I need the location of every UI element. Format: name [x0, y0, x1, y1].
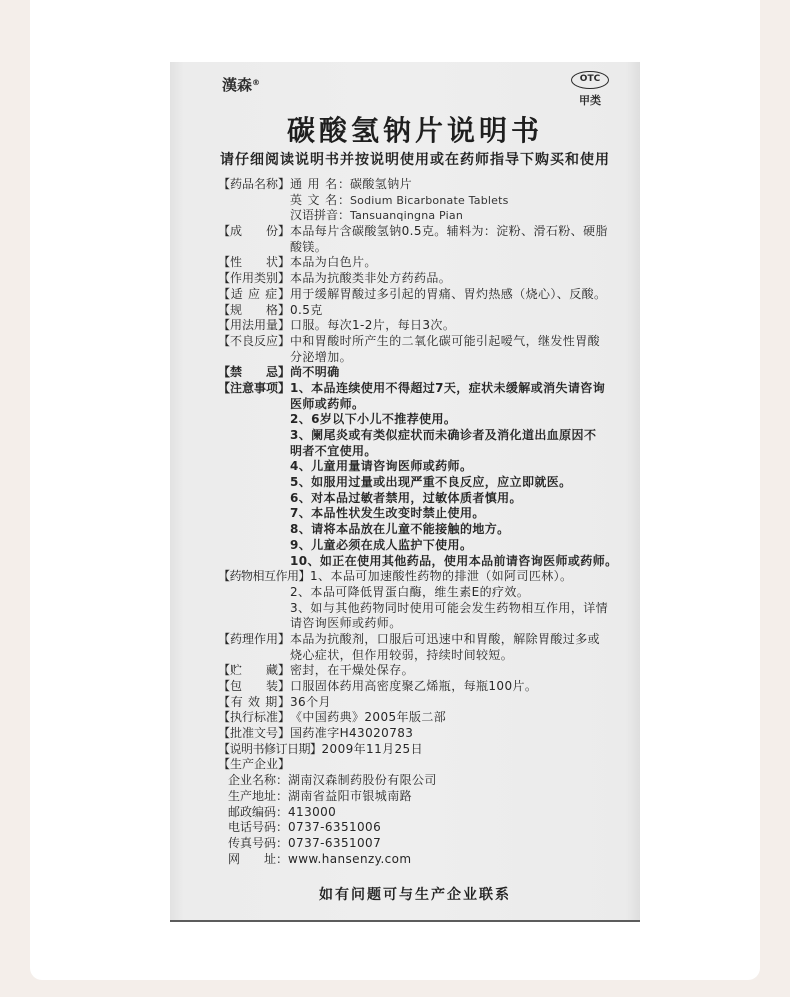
indications-row: [218, 287, 628, 303]
strength-row: [218, 303, 628, 319]
interaction-item: 1、本品可加速酸性药物的排泄（如阿司匹林）。: [310, 569, 573, 584]
standard-text: 《中国药典》2005年版二部: [290, 710, 447, 725]
address-key: 生产地址：: [228, 788, 289, 803]
section-label-packaging: 【包 装】: [218, 679, 291, 693]
pinyin-name-key: 汉语拼音：: [290, 208, 351, 223]
precaution-item: 10、如正在使用其他药品，使用本品前请咨询医师或药师。: [290, 553, 618, 568]
generic-name-key: 通 用 名：: [290, 177, 350, 191]
english-name-row: [218, 193, 628, 209]
adverse-reactions-text: 中和胃酸时所产生的二氧化碳可能引起嗳气，继发性胃酸: [290, 333, 601, 348]
interactions-row-cont: [218, 616, 628, 632]
english-name-key: 英 文 名：: [290, 192, 350, 207]
approval-number-text: 国药准字H43020783: [290, 726, 414, 741]
revision-date-row: [218, 742, 628, 758]
pinyin-name-value: Tansuanqingna Pian: [350, 209, 463, 223]
standard-row: [218, 710, 628, 726]
precaution-item: 8、请将本品放在儿童不能接触的地方。: [290, 522, 510, 537]
manufacturer-row: [218, 757, 628, 773]
precaution-item: 7、本品性状发生改变时禁止使用。: [290, 506, 485, 521]
otc-badge: [571, 71, 609, 89]
precaution-item: 医师或药师。: [290, 396, 365, 411]
generic-name-value: 碳酸氢钠片: [350, 177, 413, 191]
precautions-row-cont: [218, 412, 628, 428]
precaution-item: 6、对本品过敏者禁用，过敏体质者慎用。: [290, 490, 522, 505]
phone-value: 0737-6351006: [288, 820, 382, 835]
precaution-item: 3、阑尾炎或有类似症状而未确诊者及消化道出血原因不: [290, 428, 597, 442]
section-label-contraindications: 【禁 忌】: [218, 365, 291, 380]
description-row: [218, 255, 628, 271]
precaution-item: 明者不宜使用。: [290, 443, 377, 458]
packaging-row: [218, 679, 628, 695]
adverse-reactions-text: 分泌增加。: [290, 349, 353, 364]
manufacturer-postcode-row: [218, 805, 628, 821]
interactions-row-cont: [218, 585, 628, 601]
section-label-manufacturer: 【生产企业】: [218, 757, 291, 772]
company-value: 湖南汉森制药股份有限公司: [288, 773, 437, 788]
section-label-category: 【作用类别】: [218, 271, 291, 286]
precautions-row-cont: [218, 491, 628, 507]
pinyin-name-row: [218, 208, 628, 224]
manufacturer-company-row: [218, 773, 628, 789]
section-label-adverse-reactions: 【不良反应】: [218, 333, 291, 348]
precautions-row: [218, 381, 628, 397]
interaction-item: 3、如与其他药物同时使用可能会发生药物相互作用，详情: [290, 600, 609, 615]
shelf-life-row: [218, 695, 628, 711]
section-label-approval-number: 【批准文号】: [218, 726, 291, 741]
registered-mark: ®: [252, 78, 261, 87]
manufacturer-website-row: [218, 852, 628, 868]
ingredients-text: 本品每片含碳酸氢钠0.5克。辅料为：淀粉、滑石粉、硬脂: [290, 224, 608, 239]
document-subtitle: 请仔细阅读说明书并按说明使用或在药师指导下购买和使用: [220, 152, 610, 168]
dosage-text: 口服。每次1-2片，每日3次。: [290, 318, 456, 333]
fax-key: 传真号码：: [228, 835, 289, 850]
section-label-strength: 【规 格】: [218, 302, 291, 317]
ingredients-text: 酸镁。: [290, 239, 328, 254]
otc-badge-text: OTC: [579, 74, 601, 84]
ingredients-row: [218, 224, 628, 240]
revision-date-text: 2009年11月25日: [321, 741, 423, 756]
section-label-pharmacology: 【药理作用】: [218, 631, 291, 646]
interaction-item: 请咨询医师或药师。: [290, 616, 402, 631]
section-label-shelf-life: 【有 效 期】: [218, 694, 290, 709]
precautions-row-cont: [218, 506, 628, 522]
precautions-row-cont: [218, 554, 628, 570]
section-label-storage: 【贮 藏】: [218, 663, 291, 678]
contraindications-text: 尚不明确: [290, 365, 340, 380]
precaution-item: 2、6岁以下小儿不推荐使用。: [290, 412, 457, 427]
interactions-row: [218, 569, 628, 585]
drug-name-row: [218, 177, 628, 193]
contraindications-row: [218, 365, 628, 381]
precautions-row-cont: [218, 428, 628, 444]
category-text: 本品为抗酸类非处方药药品。: [290, 271, 452, 286]
brand-logo: [222, 75, 260, 95]
postcode-key: 邮政编码：: [228, 804, 289, 819]
precaution-item: 4、儿童用量请咨询医师或药师。: [290, 459, 473, 474]
pharmacology-row-cont: [218, 648, 628, 664]
precautions-row-cont: [218, 397, 628, 413]
section-label-revision-date: 【说明书修订日期】: [218, 741, 322, 756]
address-value: 湖南省益阳市银城南路: [288, 788, 413, 803]
section-label-standard: 【执行标准】: [218, 710, 291, 725]
category-row: [218, 271, 628, 287]
precautions-row-cont: [218, 444, 628, 460]
manufacturer-phone-row: [218, 820, 628, 836]
dosage-row: [218, 318, 628, 334]
phone-key: 电话号码：: [228, 820, 289, 835]
manufacturer-fax-row: [218, 836, 628, 852]
adverse-reactions-row: [218, 334, 628, 350]
insert-body: [218, 177, 628, 867]
english-name-value: Sodium Bicarbonate Tablets: [350, 193, 509, 207]
section-label-indications: 【适 应 症】: [218, 286, 290, 301]
section-label-interactions: 【药物相互作用】: [218, 569, 311, 584]
pharmacology-text: 本品为抗酸剂，口服后可迅速中和胃酸，解除胃酸过多或: [290, 631, 601, 646]
shelf-life-text: 36个月: [290, 694, 331, 709]
postcode-value: 413000: [288, 804, 337, 819]
precaution-item: 5、如服用过量或出现严重不良反应，应立即就医。: [290, 475, 572, 490]
interactions-row-cont: [218, 601, 628, 617]
section-label-precautions: 【注意事项】: [218, 380, 291, 395]
package-insert-image: [170, 62, 640, 922]
manufacturer-address-row: [218, 789, 628, 805]
packaging-text: 口服固体药用高密度聚乙烯瓶，每瓶100片。: [290, 679, 538, 693]
document-title: 碳酸氢钠片说明书: [286, 114, 543, 147]
section-label-ingredients: 【成 份】: [218, 224, 291, 239]
pharmacology-text: 烧心症状，但作用较弱，持续时间较短。: [290, 647, 514, 662]
company-key: 企业名称：: [228, 773, 289, 788]
description-text: 本品为白色片。: [290, 255, 377, 270]
section-label-description: 【性 状】: [218, 255, 291, 270]
brand-name: 漢森: [222, 76, 253, 94]
pharmacology-row: [218, 632, 628, 648]
approval-number-row: [218, 726, 628, 742]
section-label-drug-name: 【药品名称】: [218, 177, 291, 191]
indications-text: 用于缓解胃酸过多引起的胃痛、胃灼热感（烧心）、反酸。: [290, 286, 607, 301]
section-label-dosage: 【用法用量】: [218, 318, 291, 333]
precautions-row-cont: [218, 522, 628, 538]
precautions-row-cont: [218, 475, 628, 491]
website-value: www.hansenzy.com: [288, 851, 412, 866]
ingredients-row-cont: [218, 240, 628, 256]
precautions-row-cont: [218, 538, 628, 554]
precaution-item: 9、儿童必须在成人监护下使用。: [290, 537, 473, 552]
precautions-row-cont: [218, 459, 628, 475]
adverse-reactions-row-cont: [218, 350, 628, 366]
storage-text: 密封，在干燥处保存。: [290, 663, 415, 678]
strength-text: 0.5克: [290, 302, 323, 317]
fax-value: 0737-6351007: [288, 835, 382, 850]
product-detail-card: [30, 0, 760, 980]
interaction-item: 2、本品可降低胃蛋白酶，维生素E的疗效。: [290, 584, 530, 599]
website-key: 网 址：: [228, 851, 289, 866]
contact-note: 如有问题可与生产企业联系: [319, 887, 511, 903]
otc-category-label: 甲类: [579, 94, 601, 107]
storage-row: [218, 663, 628, 679]
precaution-item: 1、本品连续使用不得超过7天，症状未缓解或消失请咨询: [290, 380, 606, 395]
